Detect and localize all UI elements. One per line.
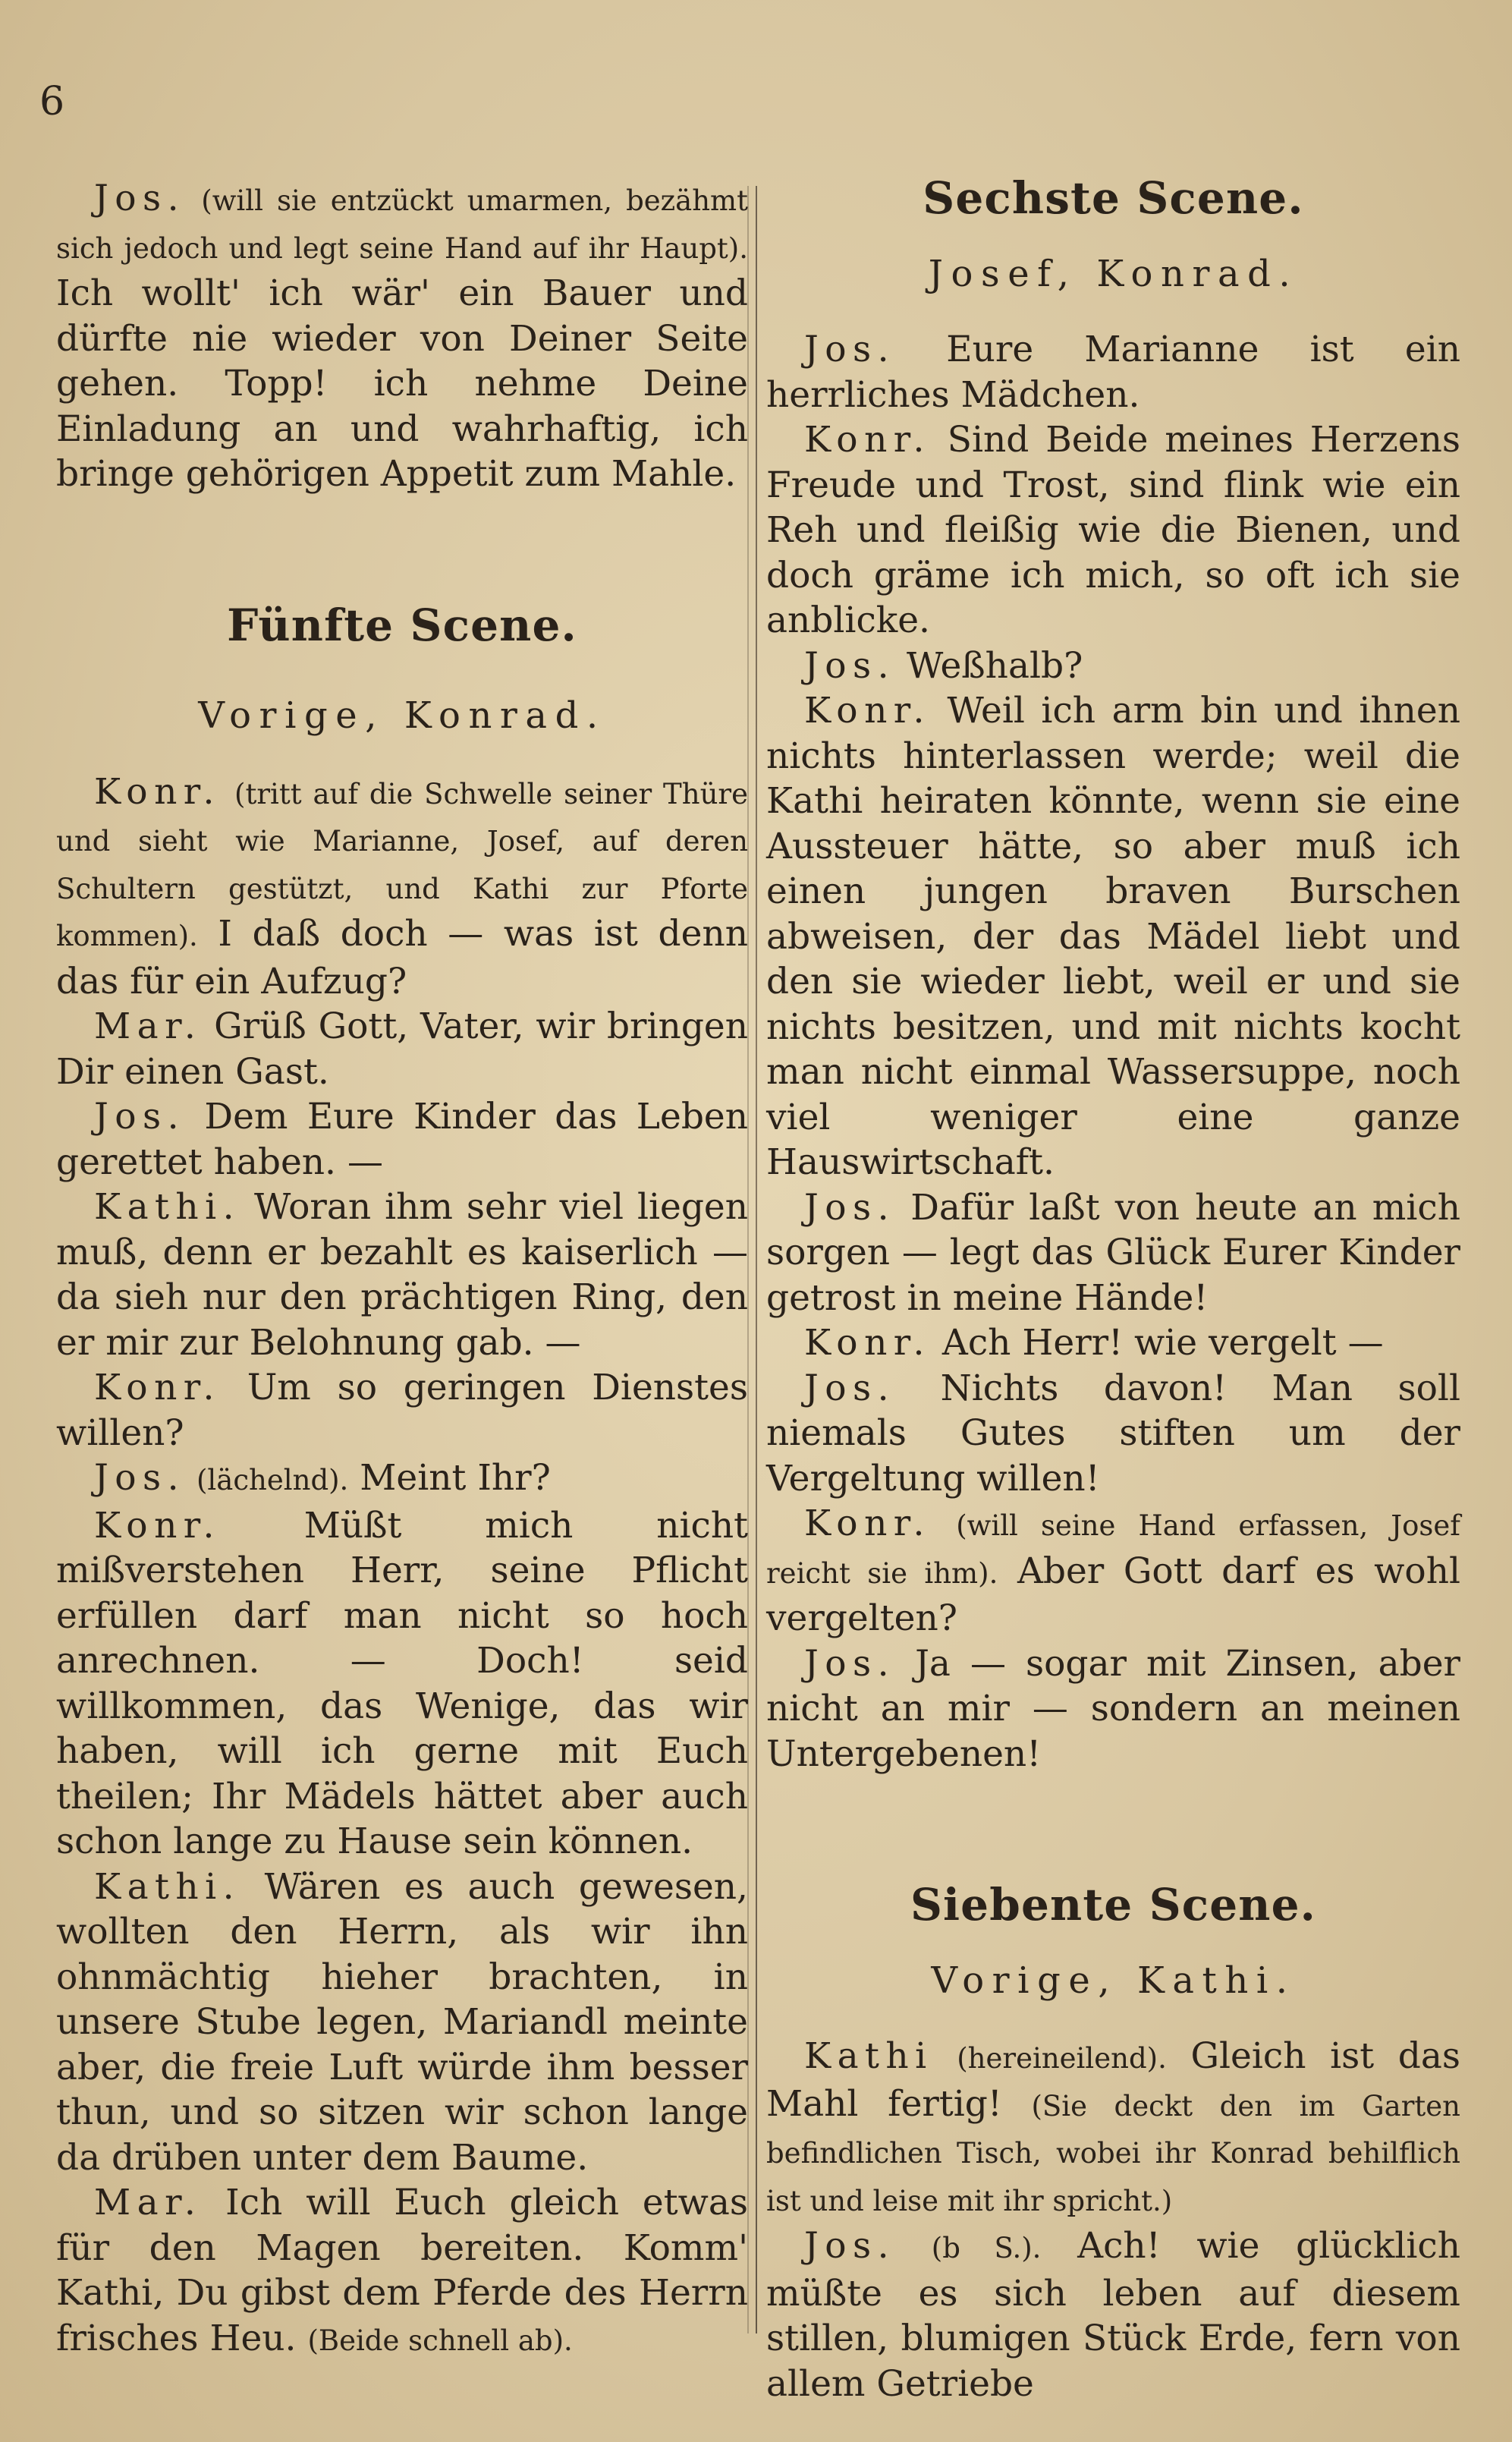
dialogue: Wären es auch gewesen, wollten den Herrn, als wir ihn ohnmächtig hieher brachten, in unsere Stube legen, Mariandl meinte aber, die freie Luft würde ihm besser thun, und so sitzen wir schon lange da drüben unter dem Baume. bbox=[56, 1865, 748, 2179]
stage-direction: (tritt auf die Schwelle seiner Thüre und sieht wie Marianne, Josef, auf deren Schultern gestützt, und Kathi zur Pforte kommen). bbox=[56, 777, 748, 952]
speaker: Jos. bbox=[804, 1367, 896, 1409]
dialogue-line bbox=[56, 1865, 748, 2181]
speaker: Jos. bbox=[94, 1457, 186, 1499]
dialogue-line bbox=[766, 327, 1460, 417]
stage-direction: (will sie entzückt umarmen, bezähmt sich jedoch und legt seine Hand auf ihr Haupt). bbox=[56, 184, 748, 265]
dialogue-line bbox=[56, 769, 748, 1005]
speaker: Konr. bbox=[804, 690, 931, 732]
dialogue: I daß doch — was ist denn das für ein Aufzug? bbox=[56, 913, 748, 1002]
page-number: 6 bbox=[39, 79, 65, 124]
speaker: Jos. bbox=[804, 644, 896, 687]
speaker: Konr. bbox=[804, 419, 931, 461]
speaker: Jos. bbox=[804, 329, 896, 370]
speaker: Kathi. bbox=[94, 1186, 241, 1228]
dialogue-line bbox=[56, 1185, 748, 1365]
right-column bbox=[766, 172, 1460, 2406]
continuation-paragraph bbox=[56, 176, 748, 497]
dialogue-line bbox=[766, 1366, 1460, 1502]
stage-direction: (Beide schnell ab). bbox=[307, 2324, 573, 2357]
stage-direction: (lächelnd). bbox=[196, 1464, 349, 1496]
dialogue: Sind Beide meines Herzens Freude und Trost, sind flink wie ein Reh und fleißig wie die Bienen, und doch gräme ich mich, so oft ich sie anblicke. bbox=[766, 419, 1460, 641]
dialogue: Woran ihm sehr viel liegen muß, denn er bezahlt es kaiserlich — da sieh nur den prächtigen Ring, den er mir zur Belohnung gab. — bbox=[56, 1186, 748, 1364]
dialogue-line bbox=[766, 417, 1460, 644]
dialogue: Dem Eure Kinder das Leben gerettet haben. — bbox=[56, 1096, 748, 1183]
dialogue-line bbox=[56, 2180, 748, 2363]
dialogue-line bbox=[766, 1501, 1460, 1641]
scene-title: Siebente Scene. bbox=[910, 1879, 1317, 1931]
speaker: Mar. bbox=[94, 2182, 203, 2223]
speaker: Mar. bbox=[94, 1005, 203, 1047]
speaker: Jos. bbox=[94, 1096, 186, 1138]
column-divider bbox=[756, 186, 757, 2333]
stage-direction: (will seine Hand erfassen, Josef reicht sie ihm). bbox=[766, 1509, 1460, 1590]
dialogue: Ich wollt' ich wär' ein Bauer und dürfte nie wieder von Deiner Seite gehen. Topp! ich nehme Deine Einladung an und wahrhaftig, ich bringe gehörigen Appetit zum Mahle. bbox=[56, 272, 748, 495]
dialogue: Eure Marianne ist ein herrliches Mädchen. bbox=[766, 329, 1460, 416]
dialogue-line bbox=[56, 1455, 748, 1503]
dialogue-line bbox=[766, 2034, 1460, 2223]
dialogue: Weil ich arm bin und ihnen nichts hinterlassen werde; weil die Kathi heiraten könnte, wenn sie eine Aussteuer hätte, so aber muß ich einen jungen braven Burschen abweisen, der das Mädel liebt und den sie wieder liebt, weil er und sie nichts besitzen, und mit nichts kocht man nicht einmal Wassersuppe, noch viel weniger eine ganze Hauswirtschaft. bbox=[766, 690, 1460, 1183]
dialogue-line bbox=[766, 688, 1460, 1185]
scene-cast: Vorige, Kathi. bbox=[931, 1959, 1296, 2002]
dialogue-line bbox=[56, 1503, 748, 1865]
dialogue-line bbox=[766, 1185, 1460, 1321]
dialogue-line bbox=[766, 1320, 1460, 1366]
dialogue: Meint Ihr? bbox=[360, 1457, 551, 1499]
dialogue: Dafür laßt von heute an mich sorgen — legt das Glück Eurer Kinder getrost in meine Hände! bbox=[766, 1186, 1460, 1319]
scene-cast: Vorige, Konrad. bbox=[198, 694, 606, 737]
stage-direction: (Sie deckt den im Garten befindlichen Tisch, wobei ihr Konrad behilflich ist und leise mit ihr spricht.) bbox=[766, 2089, 1460, 2217]
dialogue-line bbox=[766, 644, 1460, 689]
speaker: Jos. bbox=[804, 2225, 896, 2267]
dialogue: Nichts davon! Man soll niemals Gutes stiften um der Vergeltung willen! bbox=[766, 1367, 1460, 1500]
speaker: Jos. bbox=[804, 1642, 896, 1685]
speaker: Konr. bbox=[94, 770, 221, 813]
dialogue: Weßhalb? bbox=[907, 644, 1083, 687]
speaker: Jos. bbox=[94, 178, 186, 219]
speaker: Konr. bbox=[804, 1322, 931, 1364]
speaker: Konr. bbox=[804, 1503, 931, 1544]
speaker: Konr. bbox=[94, 1367, 221, 1408]
dialogue-line bbox=[56, 1094, 748, 1185]
speaker: Jos. bbox=[804, 1186, 896, 1229]
dialogue-line bbox=[56, 1004, 748, 1094]
dialogue: Ich will Euch gleich etwas für den Magen bereiten. Komm' Kathi, Du gibst dem Pferde des Herrn frisches Heu. bbox=[56, 2182, 748, 2359]
left-column bbox=[56, 176, 748, 2363]
dialogue: Müßt mich nicht mißverstehen Herr, seine Pflicht erfüllen darf man nicht so hoch anrechnen. — Doch! seid willkommen, das Wenige, das wir haben, will ich gerne mit Euch theilen; Ihr Mädels hättet aber auch schon lange zu Hause sein können. bbox=[56, 1504, 748, 1862]
dialogue-line bbox=[766, 1641, 1460, 1777]
dialogue-line bbox=[56, 1365, 748, 1455]
speaker: Konr. bbox=[94, 1504, 221, 1547]
dialogue: Ach! wie glücklich müßte es sich leben auf diesem stillen, blumigen Stück Erde, fern von allem Getriebe bbox=[766, 2225, 1460, 2405]
scene-title: Sechste Scene. bbox=[923, 172, 1304, 224]
dialogue: Um so geringen Dienstes willen? bbox=[56, 1367, 748, 1454]
dialogue: Gleich ist das Mahl fertig! bbox=[766, 2035, 1460, 2125]
dialogue: Grüß Gott, Vater, wir bringen Dir einen Gast. bbox=[56, 1005, 748, 1093]
scene-cast: Josef, Konrad. bbox=[928, 252, 1299, 295]
speaker: Kathi. bbox=[94, 1865, 241, 1908]
dialogue: Ach Herr! wie vergelt — bbox=[941, 1322, 1384, 1364]
dialogue: Aber Gott darf es wohl vergelten? bbox=[766, 1550, 1460, 1639]
stage-direction: (hereineilend). bbox=[957, 2042, 1167, 2075]
speaker: Kathi bbox=[804, 2035, 933, 2077]
dialogue-line bbox=[766, 2223, 1460, 2406]
stage-direction: (b S.). bbox=[931, 2232, 1042, 2264]
scene-title: Fünfte Scene. bbox=[227, 599, 577, 651]
dialogue: Ja — sogar mit Zinsen, aber nicht an mir — sondern an meinen Untergebenen! bbox=[766, 1642, 1460, 1775]
